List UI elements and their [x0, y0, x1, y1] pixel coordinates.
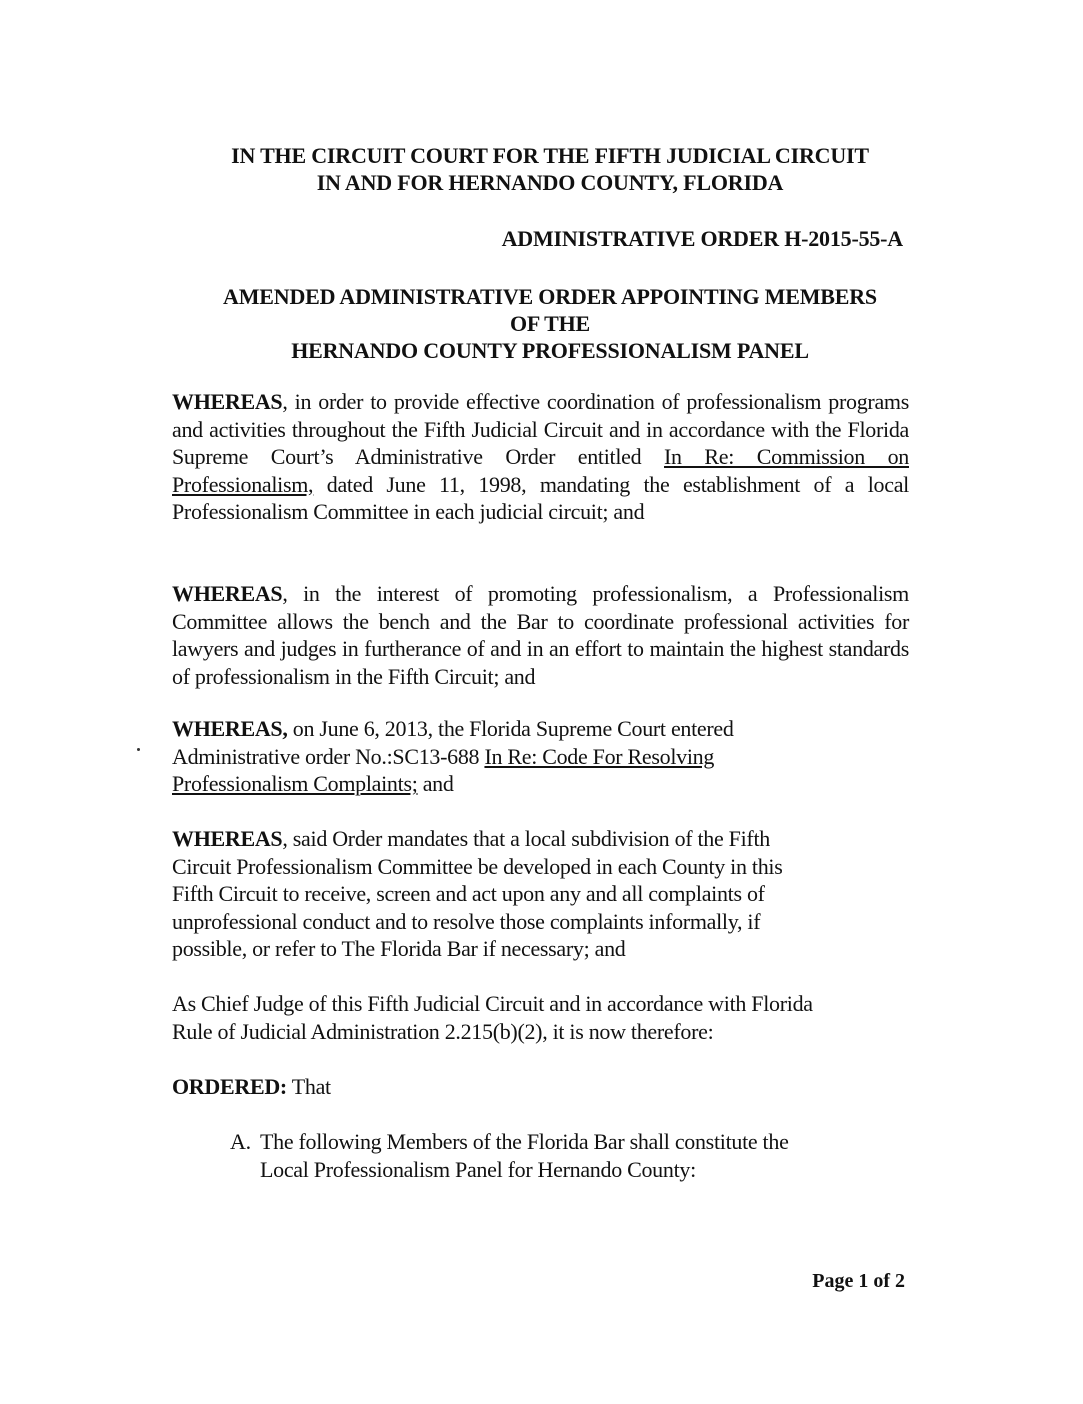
paragraph-line: possible, or refer to The Florida Bar if necessary; and	[172, 936, 626, 962]
scan-speck	[137, 748, 140, 751]
paragraph-text: , said Order mandates that a local subdivision of the Fifth	[282, 826, 770, 851]
court-header-line-2: IN AND FOR HERNANDO COUNTY, FLORIDA	[316, 170, 784, 195]
paragraph-line: unprofessional conduct and to resolve those complaints informally, if	[172, 908, 761, 934]
paragraph-text: , in the interest of promoting professionalism, a Professionalism Committee allows the bench and the Bar to coordinate professional activities for lawyers and judges in furtherance of and in an effort to maintain the highest standards of professionalism in the Fifth Circuit; and	[172, 581, 909, 689]
order-number: ADMINISTRATIVE ORDER H-2015-55-A	[501, 226, 903, 251]
paragraph-line	[172, 743, 892, 771]
court-header	[160, 142, 940, 196]
ordered-clause	[172, 1073, 331, 1101]
order-title	[160, 283, 940, 364]
paragraph-line	[172, 715, 892, 743]
paragraph-line	[172, 770, 892, 798]
paragraph-line: Fifth Circuit to receive, screen and act upon any and all complaints of	[172, 881, 765, 907]
whereas-paragraph-1	[172, 388, 909, 526]
paragraph-text: on June 6, 2013, the Florida Supreme Court entered	[287, 716, 734, 741]
page-number: Page 1 of 2	[812, 1270, 905, 1292]
whereas-paragraph-4	[172, 825, 892, 963]
paragraph-line: Rule of Judicial Administration 2.215(b)(2), it is now therefore:	[172, 1018, 714, 1044]
list-item-marker: A.	[230, 1129, 251, 1154]
list-item	[230, 1128, 910, 1183]
order-title-line-2: OF THE	[509, 311, 591, 336]
whereas-label: WHEREAS	[172, 389, 283, 414]
paragraph-line	[172, 825, 892, 853]
list-item-line: The following Members of the Florida Bar shall constitute the	[260, 1129, 789, 1154]
list-item-line: Local Professionalism Panel for Hernando County:	[260, 1156, 696, 1182]
list-item-text	[260, 1128, 789, 1183]
order-title-line-3: HERNANDO COUNTY PROFESSIONALISM PANEL	[291, 338, 809, 363]
citation-commission-on-professionalism: In Re: Commission on Professionalism,	[172, 444, 909, 497]
ordered-label: ORDERED:	[172, 1074, 287, 1099]
paragraph-text: dated June 11, 1998, mandating the establishment of a local Professionalism Committee in each judicial circuit; and	[172, 471, 909, 525]
paragraph-text: , in order to provide effective coordination of professionalism programs and activities throughout the Fifth Judicial Circuit and in accordance with the Florida Supreme Court’s Administrative Order entitled	[172, 389, 909, 470]
citation-code-for-resolving: In Re: Code For Resolving	[484, 743, 715, 769]
paragraph-line: Circuit Professionalism Committee be developed in each County in this	[172, 853, 783, 879]
whereas-label: WHEREAS	[172, 581, 283, 606]
paragraph-line: As Chief Judge of this Fifth Judicial Circuit and in accordance with Florida	[172, 991, 813, 1016]
chief-judge-paragraph	[172, 990, 912, 1045]
paragraph-text: and	[417, 771, 454, 797]
whereas-paragraph-2	[172, 580, 909, 690]
citation-professionalism-complaints: Professionalism Complaints;	[172, 771, 418, 797]
whereas-paragraph-3	[172, 715, 892, 798]
whereas-label: WHEREAS,	[172, 716, 288, 741]
court-header-line-1: IN THE CIRCUIT COURT FOR THE FIFTH JUDICIAL CIRCUIT	[231, 143, 869, 168]
paragraph-text: Administrative order No.:SC13-688	[172, 743, 485, 769]
order-title-line-1: AMENDED ADMINISTRATIVE ORDER APPOINTING MEMBERS	[223, 284, 877, 309]
whereas-label: WHEREAS	[172, 826, 283, 851]
paragraph-text: That	[286, 1074, 331, 1099]
